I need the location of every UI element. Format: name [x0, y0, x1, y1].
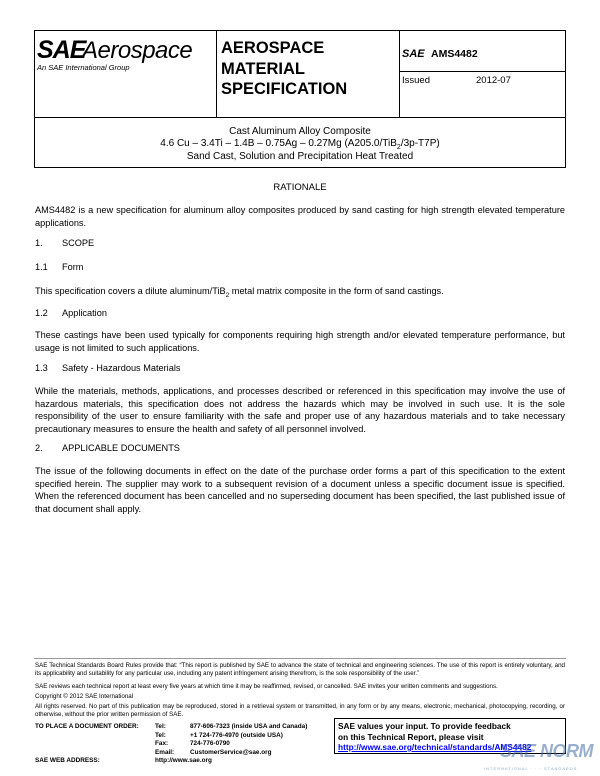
logo-subtitle: An SAE International Group: [37, 63, 130, 72]
feedback-link[interactable]: http://www.sae.org/technical/standards/AMS4482: [338, 742, 532, 752]
fax-key: Fax:: [155, 740, 169, 748]
section-1-3-text: While the materials, methods, applications, and processes described or referenced in this specification may involve the use of hazardous materials, this specification does not address the hazards which may be involved in such use. It is the sole responsibility of the user to ensure familiarity with the safe and proper use of any hazardous materials and to take necessary precautionary measures to ensure the health and safety of all personnel involved.: [35, 386, 565, 434]
order-label: TO PLACE A DOCUMENT ORDER:: [35, 723, 139, 730]
email-value[interactable]: CustomerService@sae.org: [190, 748, 272, 756]
tel1-value: 877-606-7323 (inside USA and Canada): [190, 723, 308, 730]
footer-copyright: Copyright © 2012 SAE International: [35, 693, 134, 700]
section-1-heading: 1. SCOPE: [35, 238, 95, 248]
tel2-key: Tel:: [155, 731, 166, 739]
rationale-heading: RATIONALE: [273, 182, 327, 193]
document-type-title: AEROSPACE MATERIAL SPECIFICATION: [221, 39, 348, 98]
tel2-value: +1 724-776-4970 (outside USA): [190, 731, 283, 739]
section-1-1-heading: 1.1 Form: [35, 262, 84, 272]
section-1-2-heading: 1.2 Application: [35, 308, 107, 318]
section-1-1-text: This specification covers a dilute aluminum/TiB$_2$ metal matrix composite in the form of sand castings.: [35, 286, 444, 299]
small-sae-logo: SAE: [402, 48, 425, 60]
section-1-3-heading: 1.3 Safety - Hazardous Materials: [35, 363, 181, 373]
footer-separator: [34, 658, 566, 659]
watermark-subtitle: INTERNATIONAL · · · STANDARDS: [484, 766, 578, 771]
tel1-key: Tel:: [155, 723, 166, 730]
feedback-line-1: SAE values your input. To provide feedback: [338, 721, 511, 731]
web-address-link[interactable]: http://www.sae.org: [155, 757, 212, 765]
watermark: SAE NORM: [500, 741, 594, 761]
rationale-text: AMS4482 is a new specification for aluminum alloy composites produced by sand casting for high strength elevated temperature applications.: [35, 205, 565, 228]
email-key: Email:: [155, 748, 175, 756]
aerospace-logo-text: Aerospace: [82, 37, 193, 64]
sae-logo: SAE: [37, 36, 86, 64]
footer-review: SAE reviews each technical report at least every five years at which time it may be reaffirmed, revised, or cancelled. SAE invites your written comments and suggestions.: [35, 683, 498, 690]
feedback-line-2: on this Technical Report, please visit: [338, 731, 484, 742]
title-line-3: Sand Cast, Solution and Precipitation Heat Treated: [186, 151, 414, 162]
section-2-heading: 2. APPLICABLE DOCUMENTS: [35, 443, 180, 453]
document-number: AMS4482: [431, 48, 478, 60]
fax-value: 724-776-0790: [190, 740, 230, 748]
footer-rules: SAE Technical Standards Board Rules provide that: “This report is published by SAE to advance the state of technical and engineering sciences. The use of this report is entirely voluntary, and its applicability and suitability for any particular use, including any patent infringement arising therefrom, is the sole responsibility of the user.”: [35, 662, 565, 677]
title-line-2: 4.6 Cu – 3.4Ti – 1.4B – 0.75Ag – 0.27Mg (A205.0/TiB$_2$/3p-T7P): [160, 138, 440, 151]
issued-label: Issued: [402, 75, 430, 86]
section-1-2-text: These castings have been used typically for components requiring high strength and/or elevated temperature performance, but usage is not limited to such applications.: [35, 330, 565, 353]
web-address-label: SAE WEB ADDRESS:: [35, 757, 100, 765]
footer-rights: All rights reserved. No part of this publication may be reproduced, stored in a retrieval system or transmitted, in any form or by any means, electronic, mechanical, photocopying, recording, or otherwise, without the prior written permission of SAE.: [35, 703, 565, 718]
section-2-text: The issue of the following documents in effect on the date of the purchase order forms a part of this specification to the extent specified herein. The supplier may work to a subsequent revision of a document unless a specific document issue is specified. When the referenced document has been cancelled and no superseding document has been specified, the last published issue of that document shall apply.: [35, 466, 565, 514]
title-line-1: Cast Aluminum Alloy Composite: [229, 126, 371, 137]
issued-date: 2012-07: [476, 75, 511, 86]
